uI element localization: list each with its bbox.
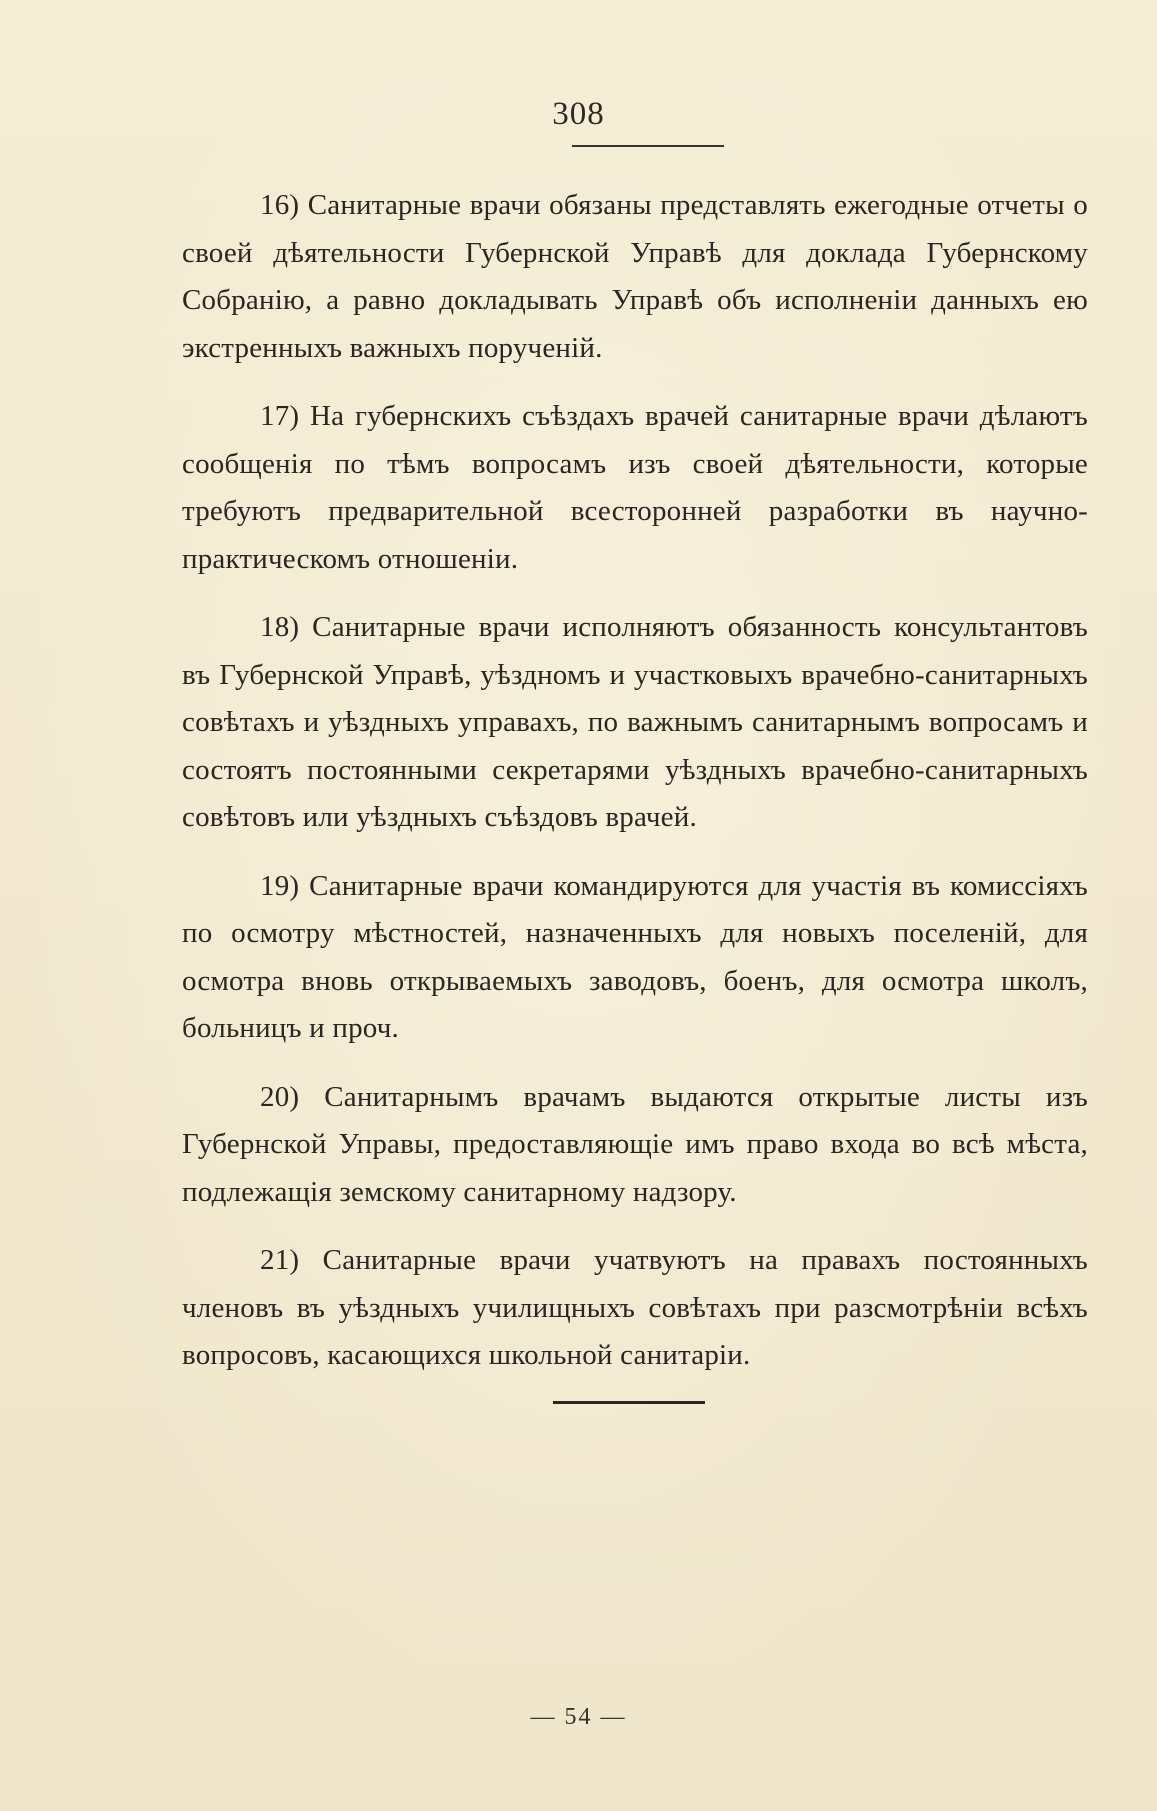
folio: — 54 — (530, 1704, 627, 1730)
paragraph-17: 17) На губернскихъ съѣздахъ врачей санитарные врачи дѣлаютъ сообщенія по тѣмъ вопросамъ изъ своей дѣятельности, которые требуютъ предварительной всесторонней разработки въ научно-практическомъ отношеніи. (182, 400, 1088, 575)
paragraph-21: 21) Санитарные врачи учатвуютъ на правахъ постоянныхъ членовъ въ уѣздныхъ училищныхъ совѣтахъ при разсмотрѣніи всѣхъ вопросовъ, касающихся школьной санитаріи. (182, 1244, 1088, 1371)
page-number: 308 (552, 96, 605, 132)
paragraph-19: 19) Санитарные врачи командируются для участія въ комиссіяхъ по осмотру мѣстностей, назначенныхъ для новыхъ поселеній, для осмотра вновь открываемыхъ заводовъ, боенъ, для осмотра школъ, больницъ и проч. (182, 869, 1088, 1044)
paragraph-16: 16) Санитарные врачи обязаны представлять ежегодные отчеты о своей дѣятельности Губернской Управѣ для доклада Губернскому Собранію, а равно докладывать Управѣ объ исполненіи данныхъ ею экстренныхъ важныхъ порученій. (182, 189, 1088, 364)
header-rule (572, 145, 724, 147)
closing-rule (553, 1401, 705, 1404)
paragraph-20: 20) Санитарнымъ врачамъ выдаются открытые листы изъ Губернской Управы, предоставляющіе имъ право входа во всѣ мѣста, подлежащія земскому санитарному надзору. (182, 1080, 1088, 1208)
body-text (182, 182, 1088, 1401)
paragraph-18: 18) Санитарные врачи исполняютъ обязанность консультантовъ въ Губернской Управѣ, уѣздномъ и участковыхъ врачебно-санитарныхъ совѣтахъ и уѣздныхъ управахъ, по важнымъ санитарнымъ вопросамъ и состоятъ постоянными секретарями уѣздныхъ врачебно-санитарныхъ совѣтовъ или уѣздныхъ съѣздовъ врачей. (182, 611, 1088, 833)
